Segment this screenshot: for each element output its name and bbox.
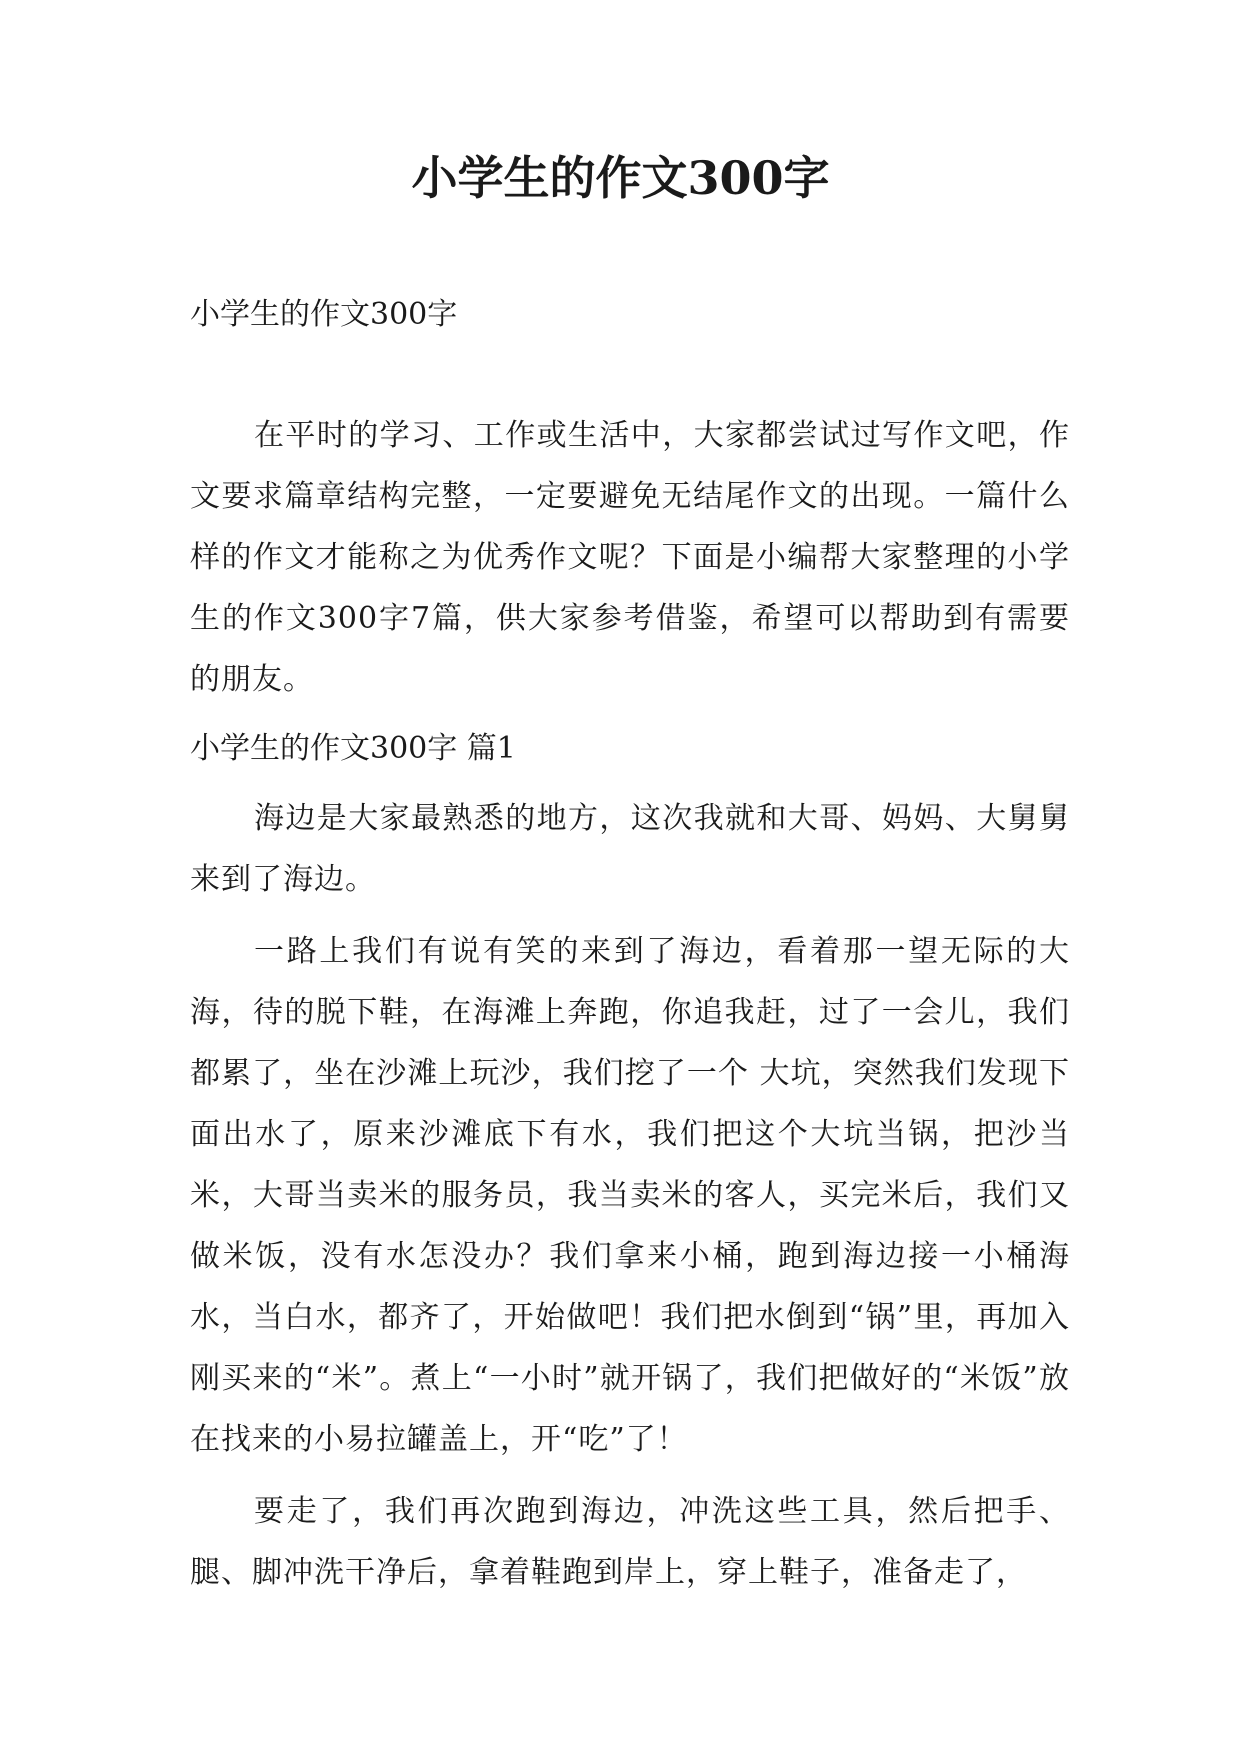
body-paragraph-1: 海边是大家最熟悉的地方，这次我就和大哥、妈妈、大舅舅来到了海边。 [190, 801, 1070, 897]
document-subtitle: 小学生的作文300字 [190, 297, 458, 332]
page-title: 小学生的作文300字 [411, 151, 830, 205]
document-body [190, 405, 1070, 1614]
section-heading: 小学生的作文300字 篇1 [190, 731, 516, 766]
body-paragraph-2: 一路上我们有说有笑的来到了海边，看着那一望无际的大海，待的脱下鞋，在海滩上奔跑，你追我赶，过了一会儿，我们都累了，坐在沙滩上玩沙，我们挖了一个 大坑，突然我们发现下面出水了，原来沙滩底下有水，我们把这个大坑当锅，把沙当米，大哥当卖米的服务员，我当卖米的客人，买完米后，我们又做米饭，没有水怎没办？我们拿来小桶，跑到海边接一小桶海水，当白水，都齐了，开始做吧！我们把水倒到“锅”里，再加入刚买来的“米”。煮上“一小时”就开锅了，我们把做好的“米饭”放在找来的小易拉罐盖上，开“吃”了！ [190, 934, 1070, 1457]
body-paragraph-3: 要走了，我们再次跑到海边，冲洗这些工具，然后把手、腿、脚冲洗干净后，拿着鞋跑到岸上，穿上鞋子，准备走了， [190, 1494, 1070, 1590]
intro-paragraph: 在平时的学习、工作或生活中，大家都尝试过写作文吧，作文要求篇章结构完整，一定要避免无结尾作文的出现。一篇什么样的作文才能称之为优秀作文呢？下面是小编帮大家整理的小学生的作文300字7篇，供大家参考借鉴，希望可以帮助到有需要的朋友。 [190, 418, 1070, 697]
